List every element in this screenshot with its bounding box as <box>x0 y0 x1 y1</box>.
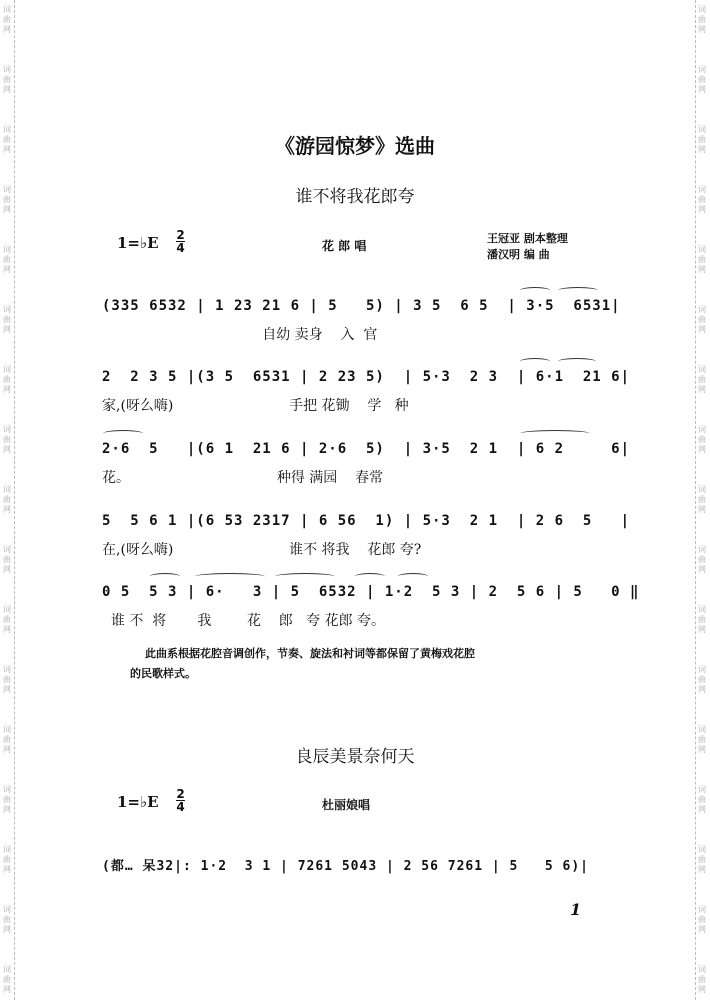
watermark-glyph: 词 曲 网 <box>3 485 11 514</box>
slur-mark <box>150 573 180 580</box>
slur-mark <box>558 358 596 365</box>
explanatory-note-line-1: 此曲系根据花腔音调创作，节奏、旋法和衬词等都保留了黄梅戏花腔 <box>145 647 475 660</box>
watermark-glyph: 词 曲 网 <box>3 185 11 214</box>
piece1-singer: 花 郎 唱 <box>322 239 367 253</box>
slur-mark <box>398 573 428 580</box>
watermark-glyph: 词 曲 网 <box>3 245 11 274</box>
watermark-glyph: 词 曲 网 <box>3 365 11 394</box>
piece2-time-signature <box>176 788 185 813</box>
time-bottom: 4 <box>176 241 185 255</box>
watermark-glyph: 词 曲 网 <box>698 425 706 454</box>
page-number: 1 <box>570 900 582 919</box>
piece2-notation-row-1: (都… 呆32|: 1·2 3 1 | 7261 5043 | 2 56 7261 | 5 5 6)| <box>102 859 589 874</box>
watermark-glyph: 词 曲 网 <box>3 725 11 754</box>
watermark-glyph: 词 曲 网 <box>3 905 11 934</box>
watermark-glyph: 词 曲 网 <box>698 665 706 694</box>
watermark-glyph: 词 曲 网 <box>3 65 11 94</box>
slur-mark <box>520 287 550 294</box>
time-bottom: 4 <box>176 800 185 814</box>
watermark-glyph: 词 曲 网 <box>698 605 706 634</box>
slur-mark <box>195 573 265 580</box>
watermark-glyph: 词 曲 网 <box>3 845 11 874</box>
watermark-glyph: 词 曲 网 <box>698 185 706 214</box>
slur-mark <box>355 573 385 580</box>
credit-line: 王冠亚 剧本整理 <box>487 232 568 245</box>
watermark-glyph: 词 曲 网 <box>3 125 11 154</box>
slur-mark <box>558 287 598 294</box>
piece1-title: 谁不将我花郎夸 <box>295 187 415 207</box>
watermark-glyph: 词 曲 网 <box>3 965 11 994</box>
watermark-glyph: 词 曲 网 <box>698 965 706 994</box>
watermark-glyph: 词 曲 网 <box>698 845 706 874</box>
watermark-glyph: 词 曲 网 <box>3 425 11 454</box>
lyric-row-3: 花。 种得 满园 春常 <box>102 470 384 486</box>
watermark-glyph: 词 曲 网 <box>3 5 11 34</box>
slur-mark <box>520 358 550 365</box>
notation-row-1: (335 6532 | 1 23 21 6 | 5 5) | 3 5 6 5 | 3·5 6531| <box>102 298 621 314</box>
piece2-key: 1=♭E <box>117 793 159 811</box>
watermark-glyph: 词 曲 网 <box>3 545 11 574</box>
watermark-glyph: 词 曲 网 <box>698 725 706 754</box>
lyric-row-2: 家,(呀么嗨) 手把 花锄 学 种 <box>102 398 409 414</box>
notation-row-5: 0 5 5 3 | 6· 3 | 5 6532 | 1·2 5 3 | 2 5 6 | 5 0 ‖ <box>102 584 640 600</box>
watermark-glyph: 词 曲 网 <box>698 785 706 814</box>
watermark-glyph: 词 曲 网 <box>698 545 706 574</box>
watermark-glyph: 词 曲 网 <box>698 485 706 514</box>
song-title: 《游园惊梦》选曲 <box>275 134 435 158</box>
lyric-row-4: 在,(呀么嗨) 谁不 将我 花郎 夸? <box>102 542 422 558</box>
watermark-glyph: 词 曲 网 <box>698 365 706 394</box>
explanatory-note-line-2: 的民歌样式。 <box>130 667 196 680</box>
time-top: 2 <box>176 228 185 242</box>
slur-mark <box>275 573 335 580</box>
notation-row-3: 2·6 5 |(6 1 21 6 | 2·6 5) | 3·5 2 1 | 6 2 6| <box>102 441 631 457</box>
watermark-glyph: 词 曲 网 <box>698 65 706 94</box>
piece1-key: 1=♭E <box>117 234 159 252</box>
watermark-glyph: 词 曲 网 <box>3 305 11 334</box>
lyric-row-1: 自幼 卖身 入 官 <box>102 327 378 343</box>
piece2-singer: 杜丽娘唱 <box>322 798 371 812</box>
watermark-glyph: 词 曲 网 <box>698 245 706 274</box>
piece2-title: 良辰美景奈何天 <box>295 747 415 767</box>
piece1-time-signature <box>176 229 185 254</box>
watermark-glyph: 词 曲 网 <box>698 905 706 934</box>
watermark-glyph: 词 曲 网 <box>698 5 706 34</box>
watermark-glyph: 词 曲 网 <box>698 305 706 334</box>
lyric-row-5: 谁 不 将 我 花 郎 夸 花郎 夸。 <box>102 613 386 629</box>
watermark-glyph: 词 曲 网 <box>3 665 11 694</box>
watermark-glyph: 词 曲 网 <box>3 605 11 634</box>
piece1-credit <box>487 231 568 263</box>
credit-line: 潘汉明 编 曲 <box>487 248 550 261</box>
watermark-glyph: 词 曲 网 <box>698 125 706 154</box>
time-top: 2 <box>176 787 185 801</box>
slur-mark <box>520 430 590 437</box>
watermark-glyph: 词 曲 网 <box>3 785 11 814</box>
notation-row-4: 5 5 6 1 |(6 53 2317 | 6 56 1) | 5·3 2 1 | 2 6 5 | <box>102 513 631 529</box>
notation-row-2: 2 2 3 5 |(3 5 6531 | 2 23 5) | 5·3 2 3 | 6·1 21 6| <box>102 369 631 385</box>
slur-mark <box>103 430 143 437</box>
